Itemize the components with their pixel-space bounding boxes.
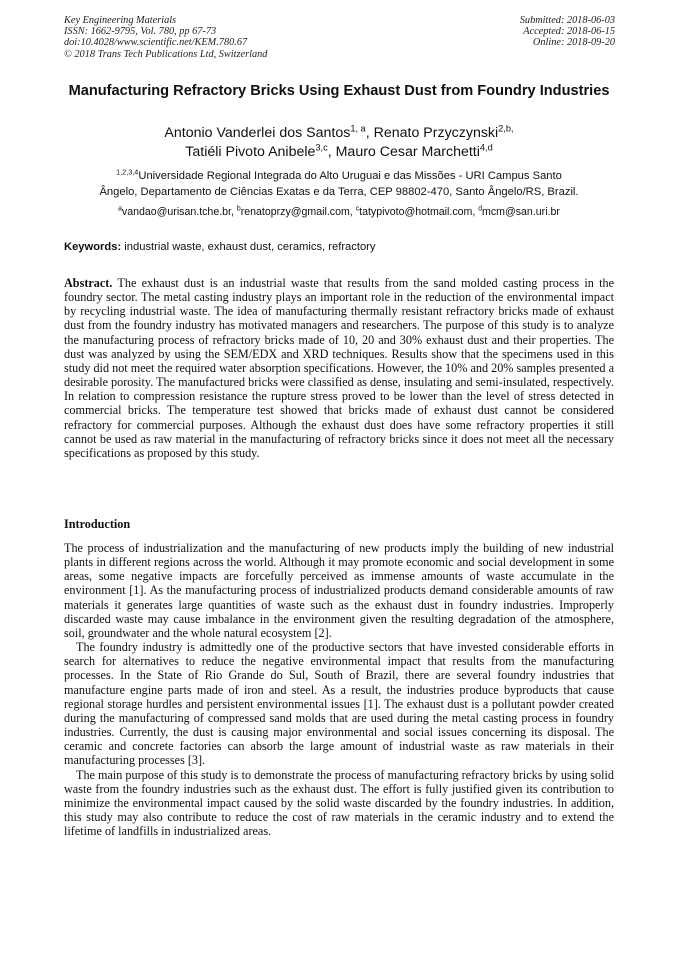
email-link[interactable]: vandao@urisan.tche.br, [121,206,237,218]
affiliation-line: Ângelo, Departamento de Ciências Exatas e da Terra, CEP 98802-470, Santo Ângelo/RS, Brazil. [99,186,579,199]
journal-name: Key Engineering Materials [64,15,177,26]
introduction-body [64,541,614,838]
abstract-label: Abstract. [64,276,113,290]
date-submitted: Submitted: 2018-06-03 [519,15,615,26]
author-affiliation-mark: 4,d [479,141,493,152]
email-link[interactable]: tatypivoto@hotmail.com, [359,206,479,218]
section-heading-introduction: Introduction [64,517,131,531]
journal-copyright: © 2018 Trans Tech Publications Ltd, Switzerland [64,48,268,60]
journal-issn: ISSN: 1662-9795, Vol. 780, pp 67-73 [64,26,217,38]
journal-doi: doi:10.4028/www.scientific.net/KEM.780.67 [64,37,248,49]
paper-title: Manufacturing Refractory Bricks Using Exhaust Dust from Foundry Industries [68,83,610,99]
author-name: Mauro Cesar Marchetti [335,143,480,160]
date-online: Online: 2018-09-20 [532,37,615,49]
author-affiliation-mark: 1, a [350,123,366,134]
paragraph: The foundry industry is admittedly one of the productive sectors that have invested considerable efforts in search for alternatives to reduce the negative environmental impact that results from the manufacturing processes. In the State of Rio Grande do Sul, South of Brazil, there are several foundry industries that manufacture engine parts made of iron and steel. As a result, the industries produce byproducts that cause regional storage hurdles and persistent environmental issues [1]. The exhaust dust is a pollutant powder created during the manufacturing of compressed sand molds that are used during the metal casting process in foundry industries. Currently, the dust is causing major environmental and social issues concerning its disposal. The ceramic and concrete factories can absorb the large amount of industrial waste as raw materials in their manufacturing processes [3]. [64,640,614,768]
affiliation-mark: 1,2,3,4 [116,167,139,177]
journal-info [64,15,267,60]
email-link[interactable]: renatoprzy@gmail.com, [240,206,356,218]
author-affiliation-mark: 2,b, [498,123,514,134]
author-name: Tatiéli Pivoto Anibele [185,143,316,160]
publication-dates [520,15,615,49]
date-accepted: Accepted: 2018-06-15 [523,26,615,38]
abstract-text: The exhaust dust is an industrial waste that results from the sand molded casting process in the foundry sector. The metal casting industry plays an important role in the reduction of the environmental impact by recycling industrial waste. The idea of manufacturing thermally resistant refractory bricks made of exhaust dust from the foundry industry has motivated managers and researchers. The purpose of this study is to analyze the manufacturing process of refractory bricks made of 10, 20 and 30% exhaust dust and their properties. The dust was analyzed by using the SEM/EDX and XRD techniques. Results show that the specimens used in this study did not meet the required water absorption specifications. However, the 10% and 20% samples presented a desirable porosity. The manufactured bricks were classified as dense, insulating and semi-insulated, respectively. In relation to compression resistance the rupture stress proved to be lower than the level of stress detected in commercial bricks. The temperature test showed that bricks made of exhaust dust cannot be considered refractory for commercial purposes. Although the exhaust dust does have some refractory properties it still cannot be used as raw material in the manufacturing of refractory bricks since it does not meet all the necessary specifications as proposed by this study. [64,276,614,460]
abstract [64,276,614,460]
paragraph: The main purpose of this study is to demonstrate the process of manufacturing refractory bricks by using solid waste from the foundry industries such as the exhaust dust. The effort is fully justified given its contribution to minimize the environmental impact caused by the solid waste discarded by the foundry industries. In addition, this study may also contribute to reduce the cost of raw materials in the ceramic industry and to extend the lifetime of landfills in industrialized areas. [64,767,614,839]
paragraph: The process of industrialization and the manufacturing of new products imply the building of new industrial plants in different regions across the world. Although it may promote economic and social development in some areas, some negative impacts are forcefully perceived as immense amounts of waste accumulate in the environment [1]. As the manufacturing process of industrialized products demand considerable amounts of raw materials it generates large quantities of waste such as the exhaust dust in foundry industries. Improperly discarded waste may cause imbalance in the environment given the resulting degradation of the atmosphere, soil, groundwater and the whole natural ecosystem [2]. [64,541,614,640]
author-emails: $^a$vandao@urisan.tche.br, $^b$renatoprzy@gmail.com, $^c$tatypivoto@hotmail.com, $^d$mcm@san.uri.br [118,205,560,218]
author-name: Renato Przyczynski [373,125,499,141]
keywords-text: industrial waste, exhaust dust, ceramics, refractory [121,241,376,253]
author-affiliation-mark: 3,c [315,141,328,152]
author-list: Antonio Vanderlei dos Santos$^{1, a}$, Renato Przyczynski$^{2,b,}$ Tatiéli Pivoto Anibele$^{3,c}$, Mauro Cesar Marchetti$^{4,d}$ [164,123,514,160]
affiliation [60,168,618,200]
email-link[interactable]: mcm@san.uri.br [482,206,560,218]
keywords [64,240,614,254]
keywords-label: Keywords: [64,241,122,253]
author-name: Antonio Vanderlei dos Santos [164,125,351,141]
affiliation-line: Universidade Regional Integrada do Alto Uruguai e das Missões - URI Campus Santo [138,170,562,182]
